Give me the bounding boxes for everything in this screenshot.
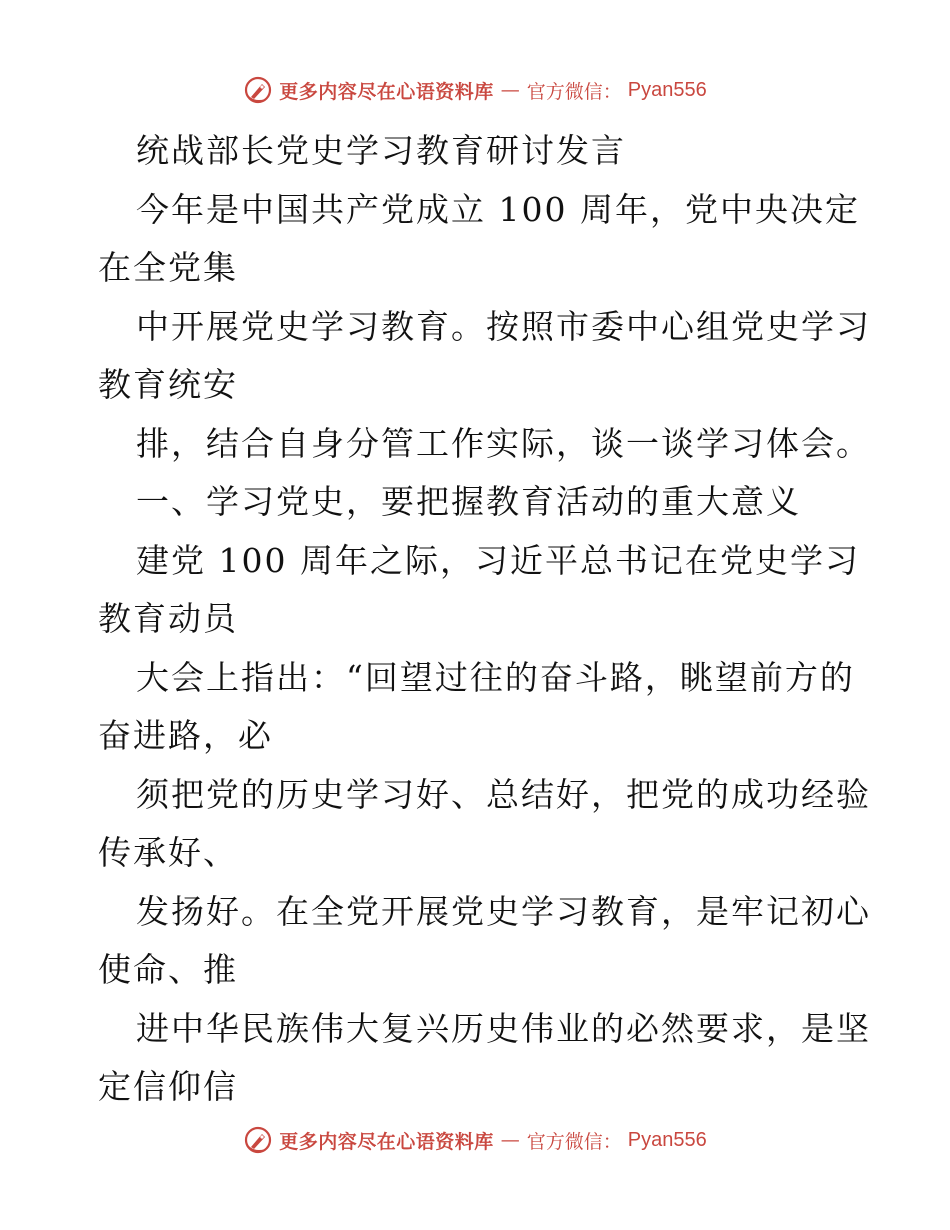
footer-wechat-id: Pyan556: [627, 1128, 707, 1151]
paragraph-line: 传承好、: [98, 833, 238, 872]
header-wechat-id: Pyan556: [627, 78, 707, 101]
paragraph-line: 奋进路，必: [98, 716, 273, 755]
paragraph-line: 定信仰信: [98, 1067, 238, 1106]
pen-nib-circle-icon: [243, 75, 273, 105]
document-body: [98, 122, 871, 1117]
header-dash: —: [500, 79, 520, 101]
paragraph-line: 教育动员: [98, 599, 238, 638]
footer-brand-text: 更多内容尽在心语资料库: [279, 1130, 494, 1153]
footer-dash: —: [500, 1129, 520, 1151]
paragraph-line: 进中华民族伟大复兴历史伟业的必然要求，是坚: [136, 1008, 871, 1048]
header-banner: [0, 70, 950, 110]
paragraph-line: 大会上指出：“回望过往的奋斗路，眺望前方的: [136, 657, 855, 697]
paragraph-line: 今年是中国共产党成立 100 周年，党中央决定: [136, 189, 860, 229]
footer-wechat-label: 官方微信：: [526, 1130, 622, 1153]
document-title: 统战部长党史学习教育研讨发言: [136, 131, 626, 170]
footer-banner: [0, 1120, 950, 1160]
paragraph-line: 建党 100 周年之际，习近平总书记在党史学习: [136, 540, 860, 580]
paragraph-line: 中开展党史学习教育。按照市委中心组党史学习: [136, 306, 871, 346]
paragraph-line: 教育统安: [98, 365, 238, 404]
header-wechat-label: 官方微信：: [526, 80, 622, 103]
section-heading: 一、学习党史，要把握教育活动的重大意义: [136, 482, 801, 521]
paragraph-line: 使命、推: [98, 950, 238, 989]
paragraph-line: 发扬好。在全党开展党史学习教育，是牢记初心: [136, 891, 871, 931]
paragraph-line: 排，结合自身分管工作实际，谈一谈学习体会。: [136, 423, 871, 463]
paragraph-line: 须把党的历史学习好、总结好，把党的成功经验: [136, 774, 871, 814]
header-brand-text: 更多内容尽在心语资料库: [279, 80, 494, 103]
pen-nib-circle-icon: [243, 1125, 273, 1155]
paragraph-line: 在全党集: [98, 248, 238, 287]
